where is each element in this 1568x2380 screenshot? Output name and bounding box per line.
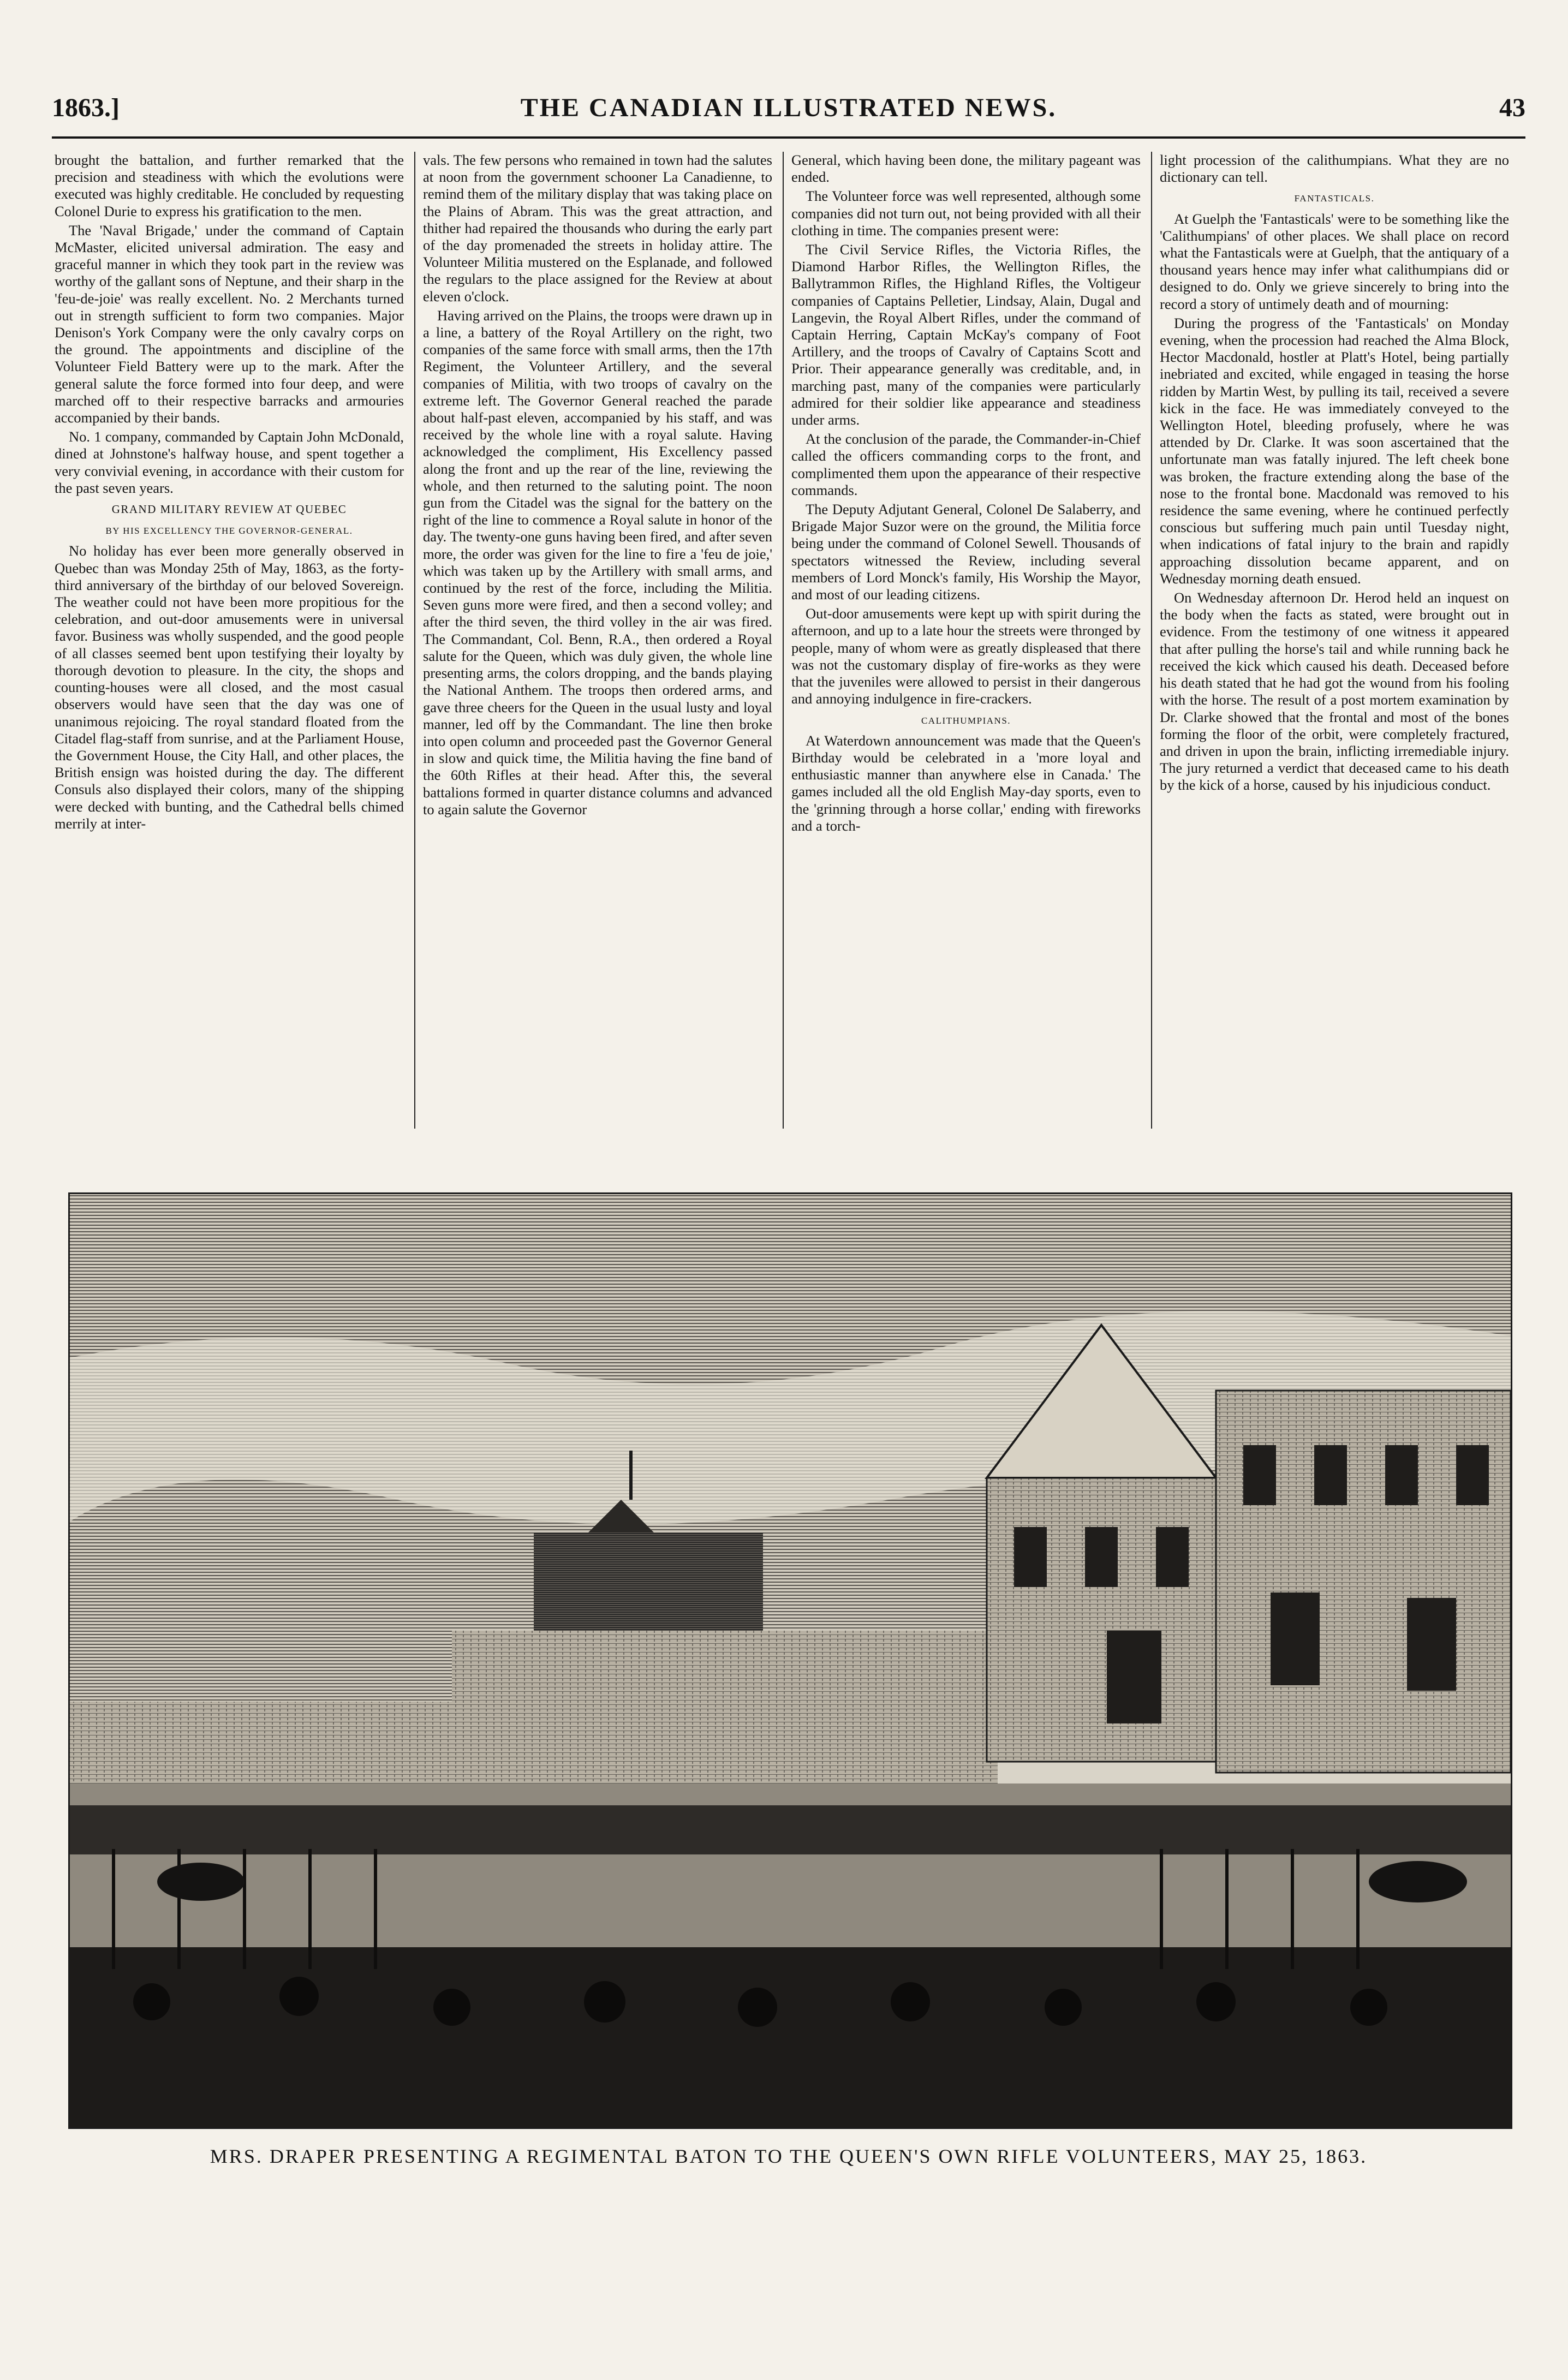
paragraph: The 'Naval Brigade,' under the command of Captain McMaster, elicited universal admiration. The easy and graceful manner in which they took part in the review was worthy of the gallant sons of Neptune, and their sharp in the 'feu-de-joie' was really excellent. No. 2 Merchants turned out in strength sufficient to form two companies. Major Denison's York Company were the only cavalry corps on the ground. The appointments and discipline of the Volunteer Field Battery were up to the mark. After the general salute the force formed into four deep, and were marched off to their respective barracks and armouries accompanied by their bands.: [55, 222, 404, 426]
column-3: [791, 152, 1141, 1145]
main-building-front: [987, 1478, 1216, 1762]
article-subheading: BY HIS EXCELLENCY THE GOVERNOR-GENERAL.: [105, 526, 353, 536]
review-scene-engraving: [70, 1194, 1511, 2127]
distant-building: [70, 1702, 452, 1794]
paragraph: Out-door amusements were kept up with spirit during the afternoon, and up to a late hour the streets were thronged by people, many of whom were as greatly displeased that there was not the customary display of fire-works as they were that the juveniles were allowed to persist in their dangerous and annoying indulgence in fire-crackers.: [791, 605, 1141, 707]
column-rule: [783, 152, 784, 1129]
header-rule: [52, 136, 1525, 139]
paragraph: The Deputy Adjutant General, Colonel De Salaberry, and Brigade Major Suzor were on the ground, the Militia force being under the command of Colonel Sewell. Thousands of spectators witnessed the Review, including several members of Lord Monck's family, His Worship the Mayor, and most of our leading citizens.: [791, 501, 1141, 603]
page-header: [52, 93, 1525, 131]
paragraph: At the conclusion of the parade, the Commander-in-Chief called the officers commanding corps to the front, and complimented them upon the appearance of their respective commands.: [791, 431, 1141, 498]
paragraph: The Civil Service Rifles, the Victoria Rifles, the Diamond Harbor Rifles, the Wellington Rifles, the Ballytrammon Rifles, the Highland Rifles, the Voltigeur companies of Captains Pelletier, Lindsay, Alain, Dugal and Langevin, the Royal Albert Rifles, under the command of Captain Herring, Captain McKay's company of Foot Artillery, and the troops of Cavalry of Captains Scott and Prior. Their appearance generally was creditable, and, in marching past, many of the companies were particularly admired for their soldier like appearance and steadiness under arms.: [791, 241, 1141, 428]
column-4: [1160, 152, 1509, 1145]
paragraph: During the progress of the 'Fantasticals' on Monday evening, when the procession had reached the Alma Block, Hector Macdonald, hostler at Platt's Hotel, being partially inebriated and excited, while engaged in teasing the horse ridden by Martin West, by pulling its tail, received a severe kick in the face. He was immediately conveyed to the Wellington Hotel, bleeding profusely, where he was attended by Dr. Clarke. It was soon ascertained that the unfortunate man was fatally injured. The left cheek bone was broken, the fracture extending along the base of the nose to the frontal bone. Macdonald was removed to his residence the same evening, where he continued perfectly conscious but suffering much pain until Tuesday night, when indications of fatal injury to the brain and rapidly approaching dissolution became apparent, and on Wednesday morning death ensued.: [1160, 314, 1509, 587]
paragraph: No. 1 company, commanded by Captain John McDonald, dined at Johnstone's halfway house, and spent together a very convivial evening, in accordance with their custom for the past seven years.: [55, 428, 404, 496]
paragraph: Having arrived on the Plains, the troops were drawn up in a line, a battery of the Royal Artillery on the right, two companies of the same force with small arms, then the 17th Regiment, the Volunteer Artillery, and the several companies of Militia, with two troops of cavalry on the extreme left. The Governor General reached the parade about half-past eleven, accompanied by his staff, and was received by the whole line with a royal salute. Having acknowledged the compliment, His Excellency passed along the front and up the rear of the line, reviewing the whole, and then returned to the saluting point. The noon gun from the Citadel was the signal for the battery on the right of the line to commence a Royal salute in honor of the day. The twenty-one guns having been fired, and after seven more, the order was given for the line to fire a 'feu de joie,' which was taken up by the Artillery with small arms, and continued by the rest of the force, including the Militia. Seven guns more were fired, and then a second volley; and after the third seven, the third volley in the air was fired. The Commandant, Col. Benn, R.A., then ordered a Royal salute for the Queen, which was duly given, the whole line presenting arms, the colors dropping, and the bands playing the National Anthem. The troops then ordered arms, and gave three cheers for the Queen in the usual lusty and loyal manner, led off by the Commandant. The line then broke into open column and proceeded past the Governor General in slow and quick time, the Militia having the fine band of the 60th Rifles at their head. After this, the several battalions formed in quarter distance columns and advanced to again salute the Governor: [423, 307, 772, 818]
paragraph: General, which having been done, the military pageant was ended.: [791, 152, 1141, 186]
paragraph: vals. The few persons who remained in town had the salutes at noon from the government schooner La Canadienne, to remind them of the military display that was taking place on the Plains of Abram. This was the great attraction, and thither had repaired the thousands who during the early part of the day promenaded the streets in holiday attire. The Volunteer Militia mustered on the Esplanade, and followed the regulars to the place assigned for the Review at about eleven o'clock.: [423, 152, 772, 305]
illustration-caption: MRS. DRAPER PRESENTING A REGIMENTAL BATON TO THE QUEEN'S OWN RIFLE VOLUNTEERS, MAY 25, 1863.: [210, 2145, 1368, 2167]
long-barrack-building: [452, 1631, 998, 1805]
article-heading: GRAND MILITARY REVIEW AT QUEBEC: [111, 503, 347, 516]
page-number: 43: [1499, 93, 1525, 122]
spire: [629, 1451, 633, 1500]
engraving-illustration: [68, 1192, 1512, 2129]
paragraph: brought the battalion, and further remarked that the precision and steadiness with which the evolutions were executed was highly creditable. He concluded by requesting Colonel Durie to express his gratification to the men.: [55, 152, 404, 219]
issue-year: 1863.]: [52, 93, 120, 122]
column-rule: [414, 152, 415, 1129]
paragraph: light procession of the calithumpians. What they are no dictionary can tell.: [1160, 152, 1509, 186]
paragraph: The Volunteer force was well represented, although some companies did not turn out, not being provided with all their clothing in time. The companies present were:: [791, 188, 1141, 238]
article-heading: FANTASTICALS.: [1294, 193, 1375, 204]
crowd: [70, 1805, 1511, 2127]
column-1: [55, 152, 404, 1145]
paragraph: At Waterdown announcement was made that the Queen's Birthday would be celebrated in a 'more loyal and enthusiastic manner than anywhere else in Canada.' The games included all the old English May-day sports, even to the 'grinning through a horse collar,' ending with fireworks and a torch-: [791, 732, 1141, 834]
column-rule: [1151, 152, 1152, 1129]
paragraph: At Guelph the 'Fantasticals' were to be something like the 'Calithumpians' of other places. We shall place on record what the Fantasticals were at Guelph, that the antiquary of a thousand years hence may infer what calithumpians did or designed to do. Only we grieve sincerely to bring into the record a story of untimely death and of mourning:: [1160, 210, 1509, 312]
newspaper-title: THE CANADIAN ILLUSTRATED NEWS.: [520, 93, 1057, 122]
article-heading: CALITHUMPIANS.: [921, 715, 1011, 726]
domed-building: [534, 1532, 763, 1647]
paragraph: No holiday has ever been more generally observed in Quebec than was Monday 25th of May, 1863, as the forty-third anniversary of the birthday of our beloved Sovereign. The weather could not have been more propitious for the celebration, and out-door amusements were in universal favor. Business was wholly suspended, and the good people of all classes seemed bent upon testifying their loyalty by thorough devotion to pleasure. In the city, the shops and counting-houses were all closed, and the most casual observers would have seen that the day was one of unanimous rejoicing. The royal standard floated from the Citadel flag-staff from sunrise, and at the Parliament House, the Government House, the City Hall, and other places, the British ensign was hoisted during the day. The different Consuls also displayed their colors, many of the shipping were decked with bunting, and the Cathedral bells chimed merrily at inter-: [55, 542, 404, 832]
column-2: [423, 152, 772, 1145]
paragraph: On Wednesday afternoon Dr. Herod held an inquest on the body when the facts as stated, were brought out in evidence. From the testimony of one witness it appeared that after pulling the horse's tail and while running back he received the kick which caused his death. Deceased before his death stated that he had got the wound from his fooling with the horse. The result of a post mortem examination by Dr. Clarke showed that the frontal and most of the bones forming the floor of the orbit, were completely fractured, and driven in upon the brain, inflicting irremediable injury. The jury returned a verdict that deceased came to his death by the kick of a horse, caused by his injudicious conduct.: [1160, 589, 1509, 794]
